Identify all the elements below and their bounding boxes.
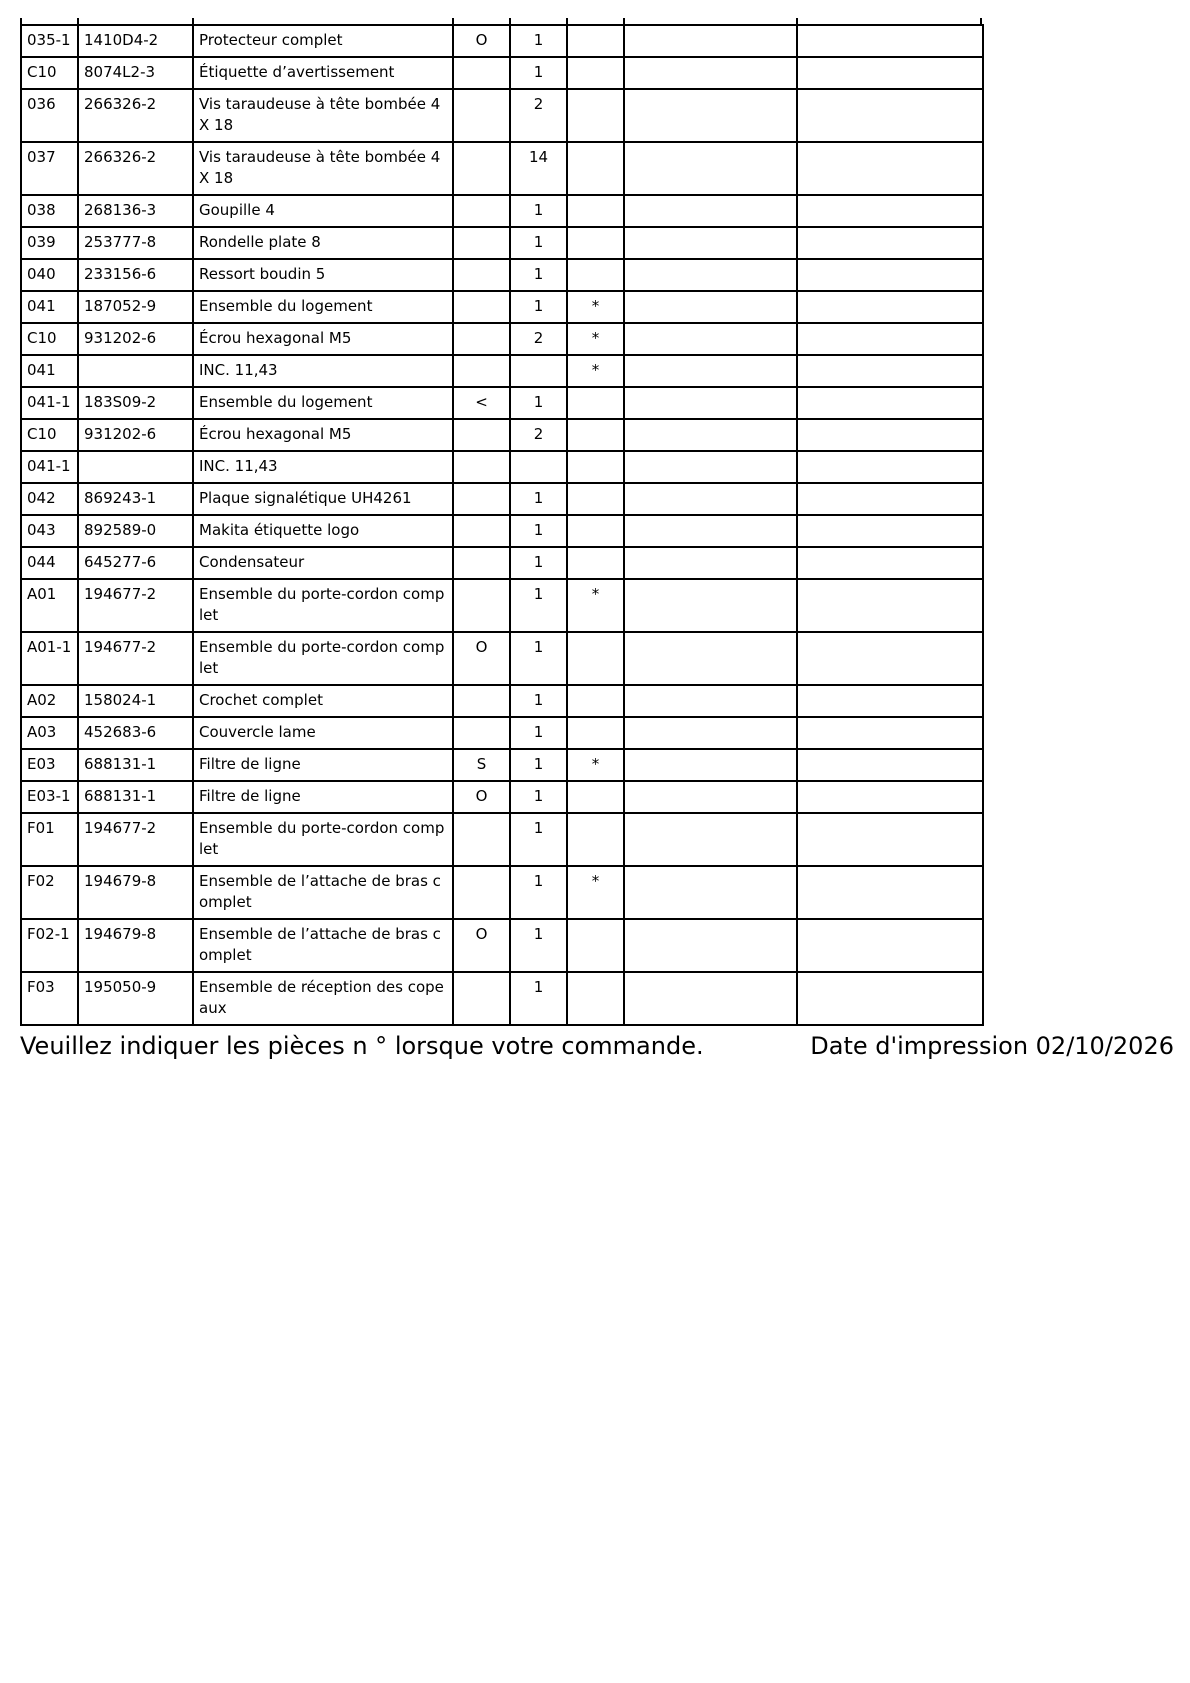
cell-item-no: F02: [21, 866, 78, 919]
parts-table: [20, 24, 984, 1026]
cell-item-no: A03: [21, 717, 78, 749]
cell-code: [453, 515, 510, 547]
cell-item-no: 043: [21, 515, 78, 547]
cell-blank-2: [797, 291, 983, 323]
table-row: [21, 972, 983, 1025]
cell-description: Filtre de ligne: [193, 749, 453, 781]
cell-item-no: 041-1: [21, 387, 78, 419]
cell-item-no: 044: [21, 547, 78, 579]
cell-item-no: 041-1: [21, 451, 78, 483]
table-row: [21, 866, 983, 919]
cell-note-mark: *: [567, 291, 624, 323]
cell-quantity: 1: [510, 972, 567, 1025]
cell-note-mark: [567, 419, 624, 451]
cell-description: Ensemble de l’attache de bras complet: [193, 919, 453, 972]
cell-note-mark: [567, 195, 624, 227]
cell-blank-2: [797, 323, 983, 355]
table-row: [21, 291, 983, 323]
table-row: [21, 579, 983, 632]
cell-blank-1: [624, 227, 797, 259]
cell-quantity: 1: [510, 195, 567, 227]
cell-part-number: 195050-9: [78, 972, 193, 1025]
table-row: [21, 387, 983, 419]
cell-code: [453, 227, 510, 259]
cell-blank-2: [797, 25, 983, 57]
cell-quantity: 1: [510, 866, 567, 919]
cell-item-no: E03-1: [21, 781, 78, 813]
cell-part-number: 268136-3: [78, 195, 193, 227]
cell-quantity: 1: [510, 781, 567, 813]
cell-item-no: F03: [21, 972, 78, 1025]
cell-code: [453, 142, 510, 195]
cell-blank-1: [624, 387, 797, 419]
cell-description: Filtre de ligne: [193, 781, 453, 813]
cell-note-mark: [567, 919, 624, 972]
cell-quantity: 1: [510, 813, 567, 866]
cell-quantity: 1: [510, 483, 567, 515]
cell-quantity: 1: [510, 227, 567, 259]
cell-blank-2: [797, 919, 983, 972]
cell-blank-1: [624, 483, 797, 515]
cell-code: O: [453, 781, 510, 813]
cell-item-no: 042: [21, 483, 78, 515]
cell-item-no: 041: [21, 291, 78, 323]
cell-note-mark: *: [567, 866, 624, 919]
cell-blank-2: [797, 355, 983, 387]
cell-blank-1: [624, 866, 797, 919]
cell-code: [453, 547, 510, 579]
cell-blank-2: [797, 717, 983, 749]
table-row: [21, 632, 983, 685]
cell-quantity: 1: [510, 515, 567, 547]
cell-part-number: [78, 451, 193, 483]
cell-code: [453, 866, 510, 919]
cell-part-number: 194677-2: [78, 632, 193, 685]
cell-blank-1: [624, 451, 797, 483]
cell-blank-1: [624, 685, 797, 717]
cell-quantity: 1: [510, 291, 567, 323]
cell-quantity: 1: [510, 25, 567, 57]
cell-quantity: [510, 355, 567, 387]
cell-code: [453, 419, 510, 451]
cell-quantity: 14: [510, 142, 567, 195]
cell-quantity: 1: [510, 259, 567, 291]
cell-part-number: 266326-2: [78, 142, 193, 195]
cell-part-number: 869243-1: [78, 483, 193, 515]
table-row: [21, 195, 983, 227]
cell-note-mark: [567, 25, 624, 57]
cell-description: Protecteur complet: [193, 25, 453, 57]
table-row: [21, 57, 983, 89]
cell-item-no: E03: [21, 749, 78, 781]
cell-blank-2: [797, 547, 983, 579]
cell-description: Ensemble du porte-cordon complet: [193, 579, 453, 632]
table-row: [21, 515, 983, 547]
cell-blank-2: [797, 387, 983, 419]
cell-item-no: 036: [21, 89, 78, 142]
cell-blank-1: [624, 515, 797, 547]
cell-item-no: 038: [21, 195, 78, 227]
cell-blank-2: [797, 451, 983, 483]
cell-quantity: 1: [510, 717, 567, 749]
cell-part-number: 688131-1: [78, 781, 193, 813]
cell-note-mark: [567, 57, 624, 89]
cell-note-mark: [567, 259, 624, 291]
cell-description: Étiquette d’avertissement: [193, 57, 453, 89]
cell-blank-2: [797, 866, 983, 919]
cell-blank-2: [797, 419, 983, 451]
cell-quantity: 1: [510, 632, 567, 685]
table-row: [21, 919, 983, 972]
table-row: [21, 25, 983, 57]
cell-blank-2: [797, 89, 983, 142]
cell-part-number: 194679-8: [78, 919, 193, 972]
cell-blank-2: [797, 259, 983, 291]
cell-note-mark: [567, 89, 624, 142]
cell-description: Goupille 4: [193, 195, 453, 227]
cell-code: O: [453, 25, 510, 57]
cell-part-number: 266326-2: [78, 89, 193, 142]
cell-part-number: 158024-1: [78, 685, 193, 717]
cell-note-mark: *: [567, 579, 624, 632]
cell-item-no: F01: [21, 813, 78, 866]
cell-blank-1: [624, 781, 797, 813]
cell-description: INC. 11,43: [193, 451, 453, 483]
cell-description: Rondelle plate 8: [193, 227, 453, 259]
cell-part-number: 1410D4-2: [78, 25, 193, 57]
cell-item-no: A01: [21, 579, 78, 632]
cell-code: [453, 451, 510, 483]
cell-code: [453, 323, 510, 355]
table-row: [21, 227, 983, 259]
cell-part-number: 645277-6: [78, 547, 193, 579]
cell-description: Makita étiquette logo: [193, 515, 453, 547]
cell-code: [453, 483, 510, 515]
table-row: [21, 419, 983, 451]
cell-blank-2: [797, 972, 983, 1025]
cell-quantity: 1: [510, 57, 567, 89]
cell-quantity: [510, 451, 567, 483]
cell-blank-1: [624, 813, 797, 866]
cell-note-mark: [567, 515, 624, 547]
cell-item-no: 041: [21, 355, 78, 387]
cell-blank-1: [624, 919, 797, 972]
cell-quantity: 2: [510, 323, 567, 355]
cell-item-no: 039: [21, 227, 78, 259]
table-row: [21, 451, 983, 483]
cell-description: Couvercle lame: [193, 717, 453, 749]
cell-blank-2: [797, 195, 983, 227]
cell-note-mark: [567, 227, 624, 259]
cell-item-no: F02-1: [21, 919, 78, 972]
cell-part-number: 688131-1: [78, 749, 193, 781]
cell-description: Ensemble du logement: [193, 387, 453, 419]
cell-code: S: [453, 749, 510, 781]
cell-part-number: 892589-0: [78, 515, 193, 547]
cell-code: [453, 972, 510, 1025]
cell-part-number: 183S09-2: [78, 387, 193, 419]
cell-part-number: 194677-2: [78, 813, 193, 866]
table-row: [21, 781, 983, 813]
cell-description: Ensemble du porte-cordon complet: [193, 632, 453, 685]
cell-note-mark: [567, 632, 624, 685]
cell-code: <: [453, 387, 510, 419]
cell-part-number: 931202-6: [78, 323, 193, 355]
cell-blank-1: [624, 972, 797, 1025]
table-row: [21, 259, 983, 291]
cell-blank-2: [797, 483, 983, 515]
table-row: [21, 749, 983, 781]
cell-note-mark: [567, 972, 624, 1025]
cell-note-mark: [567, 142, 624, 195]
table-row: [21, 483, 983, 515]
table-row: [21, 685, 983, 717]
cell-code: [453, 813, 510, 866]
cell-description: Ensemble du logement: [193, 291, 453, 323]
cell-quantity: 1: [510, 749, 567, 781]
cell-code: [453, 89, 510, 142]
cell-item-no: A02: [21, 685, 78, 717]
cell-quantity: 2: [510, 89, 567, 142]
cell-description: Ensemble de réception des copeaux: [193, 972, 453, 1025]
cell-blank-1: [624, 632, 797, 685]
table-row: [21, 547, 983, 579]
cell-part-number: 194677-2: [78, 579, 193, 632]
cell-blank-1: [624, 547, 797, 579]
cell-blank-2: [797, 781, 983, 813]
cell-note-mark: [567, 547, 624, 579]
cell-note-mark: [567, 781, 624, 813]
cell-description: Vis taraudeuse à tête bombée 4X 18: [193, 89, 453, 142]
cell-blank-2: [797, 813, 983, 866]
order-note: Veuillez indiquer les pièces n ° lorsque votre commande.: [20, 1032, 704, 1060]
cell-part-number: 931202-6: [78, 419, 193, 451]
cell-note-mark: [567, 387, 624, 419]
cell-description: Écrou hexagonal M5: [193, 323, 453, 355]
cell-description: INC. 11,43: [193, 355, 453, 387]
print-date: Date d'impression 02/10/2026: [810, 1032, 1174, 1060]
cell-note-mark: [567, 685, 624, 717]
cell-description: Vis taraudeuse à tête bombée 4X 18: [193, 142, 453, 195]
cell-blank-1: [624, 749, 797, 781]
cell-code: [453, 717, 510, 749]
table-row: [21, 89, 983, 142]
cell-note-mark: *: [567, 355, 624, 387]
cell-item-no: C10: [21, 57, 78, 89]
table-row: [21, 813, 983, 866]
cell-part-number: 8074L2-3: [78, 57, 193, 89]
table-row: [21, 717, 983, 749]
cell-note-mark: [567, 451, 624, 483]
cell-code: [453, 291, 510, 323]
cell-note-mark: *: [567, 323, 624, 355]
cell-blank-2: [797, 142, 983, 195]
cell-part-number: 452683-6: [78, 717, 193, 749]
cell-code: O: [453, 632, 510, 685]
cell-quantity: 1: [510, 547, 567, 579]
cell-part-number: 194679-8: [78, 866, 193, 919]
table-row: [21, 323, 983, 355]
cell-item-no: 037: [21, 142, 78, 195]
cell-description: Ensemble du porte-cordon complet: [193, 813, 453, 866]
cell-blank-2: [797, 515, 983, 547]
cell-blank-1: [624, 25, 797, 57]
cell-code: O: [453, 919, 510, 972]
cell-blank-2: [797, 227, 983, 259]
table-row: [21, 142, 983, 195]
cell-code: [453, 579, 510, 632]
cell-blank-2: [797, 632, 983, 685]
cell-description: Ensemble de l’attache de bras complet: [193, 866, 453, 919]
cell-note-mark: [567, 483, 624, 515]
table-row: [21, 355, 983, 387]
cell-code: [453, 195, 510, 227]
cell-part-number: 253777-8: [78, 227, 193, 259]
cell-blank-1: [624, 717, 797, 749]
cell-quantity: 1: [510, 579, 567, 632]
cell-code: [453, 685, 510, 717]
cell-quantity: 1: [510, 685, 567, 717]
cell-part-number: 233156-6: [78, 259, 193, 291]
cell-part-number: [78, 355, 193, 387]
cell-item-no: 040: [21, 259, 78, 291]
cell-blank-2: [797, 749, 983, 781]
cell-code: [453, 355, 510, 387]
cell-part-number: 187052-9: [78, 291, 193, 323]
cell-blank-2: [797, 579, 983, 632]
cell-code: [453, 259, 510, 291]
cell-description: Condensateur: [193, 547, 453, 579]
cell-note-mark: [567, 717, 624, 749]
cell-item-no: C10: [21, 323, 78, 355]
cell-quantity: 2: [510, 419, 567, 451]
cell-blank-2: [797, 57, 983, 89]
cell-note-mark: [567, 813, 624, 866]
cell-blank-1: [624, 195, 797, 227]
cell-blank-1: [624, 57, 797, 89]
cell-quantity: 1: [510, 387, 567, 419]
cell-description: Écrou hexagonal M5: [193, 419, 453, 451]
cell-blank-2: [797, 685, 983, 717]
cell-description: Crochet complet: [193, 685, 453, 717]
cell-item-no: 035-1: [21, 25, 78, 57]
cell-blank-1: [624, 323, 797, 355]
cell-blank-1: [624, 291, 797, 323]
cell-description: Plaque signalétique UH4261: [193, 483, 453, 515]
cell-item-no: A01-1: [21, 632, 78, 685]
cell-blank-1: [624, 579, 797, 632]
cell-blank-1: [624, 89, 797, 142]
cell-blank-1: [624, 355, 797, 387]
cell-blank-1: [624, 259, 797, 291]
cell-blank-1: [624, 142, 797, 195]
cell-blank-1: [624, 419, 797, 451]
cell-quantity: 1: [510, 919, 567, 972]
cell-code: [453, 57, 510, 89]
parts-table-body: [21, 25, 983, 1025]
cell-item-no: C10: [21, 419, 78, 451]
cell-note-mark: *: [567, 749, 624, 781]
cell-description: Ressort boudin 5: [193, 259, 453, 291]
